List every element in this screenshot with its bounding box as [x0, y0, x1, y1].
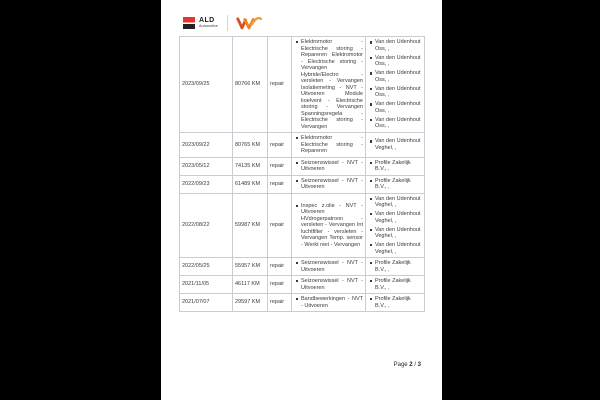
date-cell: 2023/09/22 — [180, 133, 233, 158]
description-cell — [292, 157, 366, 175]
provider-cell — [366, 294, 425, 312]
service-history-table — [179, 36, 425, 312]
description-text: Inspec z.olie - NVT - Uitvoeren HVdrogerpatroon - versleten - Vervangen Int luchtfilter - versleten - Vervangen Temp. sensor - Werkt niet - Vervangen — [301, 202, 363, 248]
page-footer-label: Page — [393, 362, 408, 368]
type-cell: repair — [268, 193, 292, 258]
ald-logo-text — [199, 17, 218, 29]
ald-brand-name: ALD — [199, 17, 215, 25]
description-text: Seizoenswissel - NVT - Uitvoeren — [301, 278, 363, 291]
provider-item — [368, 101, 422, 114]
provider-item — [368, 196, 422, 209]
description-cell — [292, 37, 366, 133]
mileage-cell: 74135 KM — [233, 157, 268, 175]
description-cell — [292, 193, 366, 258]
description-cell — [292, 258, 366, 276]
mileage-cell: 46117 KM — [233, 276, 268, 294]
provider-item — [368, 39, 422, 52]
provider-list — [368, 138, 422, 151]
provider-cell — [366, 175, 425, 193]
description-text: Elektromotor - Electrische storing - Repareren — [301, 135, 363, 154]
mileage-cell: 80766 KM — [233, 37, 268, 133]
ald-logo-icon — [183, 17, 195, 29]
bullet-icon — [370, 298, 372, 300]
provider-item — [368, 178, 422, 191]
bullet-icon — [370, 229, 372, 231]
provider-text: Profile Zakelijk B.V., , — [375, 260, 411, 273]
provider-text: Profile Zakelijk B.V., , — [375, 296, 411, 309]
table-row — [180, 175, 425, 193]
type-cell: repair — [268, 175, 292, 193]
ald-brand-subtext: Automotive — [199, 24, 218, 29]
date-cell: 2023/09/25 — [180, 37, 233, 133]
provider-text: Van den Udenhout Oss, , — [375, 116, 421, 130]
description-text: Seizoenswissel - NVT - Uitvoeren — [301, 177, 363, 190]
bullet-icon — [296, 180, 298, 182]
table-row — [180, 157, 425, 175]
provider-item — [368, 227, 422, 240]
date-cell: 2022/08/22 — [180, 193, 233, 258]
service-table-body — [180, 37, 425, 312]
table-row — [180, 133, 425, 158]
date-cell: 2021/07/07 — [180, 294, 233, 312]
description-text: Seizoenswissel - NVT - Uitvoeren — [301, 260, 363, 273]
type-cell: repair — [268, 133, 292, 158]
page-footer-total: 3 — [417, 362, 421, 368]
provider-text: Van den Udenhout Oss, , — [375, 101, 421, 114]
description-text: Seizoenswissel - NVT - Uitvoeren — [301, 159, 363, 172]
provider-item — [368, 160, 422, 173]
bullet-icon — [370, 180, 372, 182]
bullet-icon — [370, 213, 372, 215]
provider-text: Van den Udenhout Veghel, , — [375, 138, 421, 151]
description-cell — [292, 175, 366, 193]
provider-list — [368, 39, 422, 130]
provider-item — [368, 278, 422, 291]
provider-cell — [366, 37, 425, 133]
provider-cell — [366, 157, 425, 175]
bullet-icon — [370, 57, 372, 59]
provider-text: Van den Udenhout Oss, , — [375, 39, 421, 52]
provider-item — [368, 138, 422, 151]
page-footer — [394, 362, 421, 368]
date-cell: 2022/09/23 — [180, 175, 233, 193]
provider-item — [368, 86, 422, 99]
table-row — [180, 294, 425, 312]
bullet-icon — [370, 198, 372, 200]
bullet-icon — [370, 41, 372, 43]
date-cell: 2022/05/25 — [180, 258, 233, 276]
document-page — [161, 0, 442, 400]
provider-cell — [366, 193, 425, 258]
provider-text: Van den Udenhout Veghel, , — [375, 195, 421, 208]
provider-text: Van den Udenhout Oss, , — [375, 85, 421, 99]
bullet-icon — [370, 162, 372, 164]
bullet-icon — [370, 88, 372, 90]
bullet-icon — [296, 205, 298, 207]
date-cell: 2023/05/12 — [180, 157, 233, 175]
header-logos — [183, 13, 263, 33]
provider-text: Profile Zakelijk B.V., , — [375, 159, 411, 172]
bullet-icon — [370, 140, 372, 142]
description-text: Elektromotor - Electrische storing - Repareren Elektromotor - Electrische storing - Vervangen Hybride/Electro - versleten - Vervangen Isolatiemeting - NVT - Uitvoeren Module koelvent - Electrische storing - Vervangen Spanningsregela - Electrische storing - Vervangen — [301, 39, 363, 130]
bullet-icon — [296, 280, 298, 282]
description-text: Bandbewerkingen - NVT - Uitvoeren — [301, 296, 363, 309]
bullet-icon — [370, 280, 372, 282]
mileage-cell: 61489 KM — [233, 175, 268, 193]
provider-item — [368, 55, 422, 68]
bullet-icon — [296, 298, 298, 300]
logo-divider — [227, 15, 228, 31]
provider-text: Van den Udenhout Veghel, , — [375, 211, 421, 224]
mileage-cell: 55957 KM — [233, 258, 268, 276]
provider-cell — [366, 133, 425, 158]
provider-text: Van den Udenhout Oss, , — [375, 70, 421, 83]
provider-text: Van den Udenhout Oss, , — [375, 54, 421, 68]
provider-item — [368, 117, 422, 130]
provider-list — [368, 296, 422, 309]
description-cell — [292, 276, 366, 294]
provider-text: Profile Zakelijk B.V., , — [375, 278, 411, 291]
table-row — [180, 37, 425, 133]
description-cell — [292, 133, 366, 158]
type-cell: repair — [268, 258, 292, 276]
provider-text: Van den Udenhout Veghel, , — [375, 242, 421, 255]
bullet-icon — [296, 137, 298, 139]
bullet-icon — [370, 72, 372, 74]
provider-text: Profile Zakelijk B.V., , — [375, 177, 411, 190]
provider-list — [368, 160, 422, 173]
type-cell: repair — [268, 276, 292, 294]
bullet-icon — [296, 162, 298, 164]
table-row — [180, 276, 425, 294]
provider-item — [368, 242, 422, 255]
provider-text: Van den Udenhout Veghel, , — [375, 226, 421, 239]
mileage-cell: 29597 KM — [233, 294, 268, 312]
provider-list — [368, 260, 422, 273]
type-cell: repair — [268, 157, 292, 175]
provider-list — [368, 178, 422, 191]
provider-cell — [366, 258, 425, 276]
table-row — [180, 193, 425, 258]
mileage-cell: 59987 KM — [233, 193, 268, 258]
page-footer-separator: / — [414, 362, 416, 368]
page-footer-current: 2 — [409, 362, 413, 368]
provider-list — [368, 196, 422, 256]
bullet-icon — [370, 262, 372, 264]
date-cell: 2021/11/05 — [180, 276, 233, 294]
bullet-icon — [296, 41, 298, 43]
provider-item — [368, 211, 422, 224]
provider-cell — [366, 276, 425, 294]
partner-w-logo-icon — [235, 13, 263, 33]
mileage-cell: 80765 KM — [233, 133, 268, 158]
provider-item — [368, 296, 422, 309]
bullet-icon — [370, 244, 372, 246]
type-cell: repair — [268, 37, 292, 133]
provider-list — [368, 278, 422, 291]
provider-item — [368, 260, 422, 273]
provider-item — [368, 70, 422, 83]
table-row — [180, 258, 425, 276]
type-cell: repair — [268, 294, 292, 312]
bullet-icon — [370, 103, 372, 105]
bullet-icon — [296, 262, 298, 264]
description-cell — [292, 294, 366, 312]
bullet-icon — [370, 119, 372, 121]
